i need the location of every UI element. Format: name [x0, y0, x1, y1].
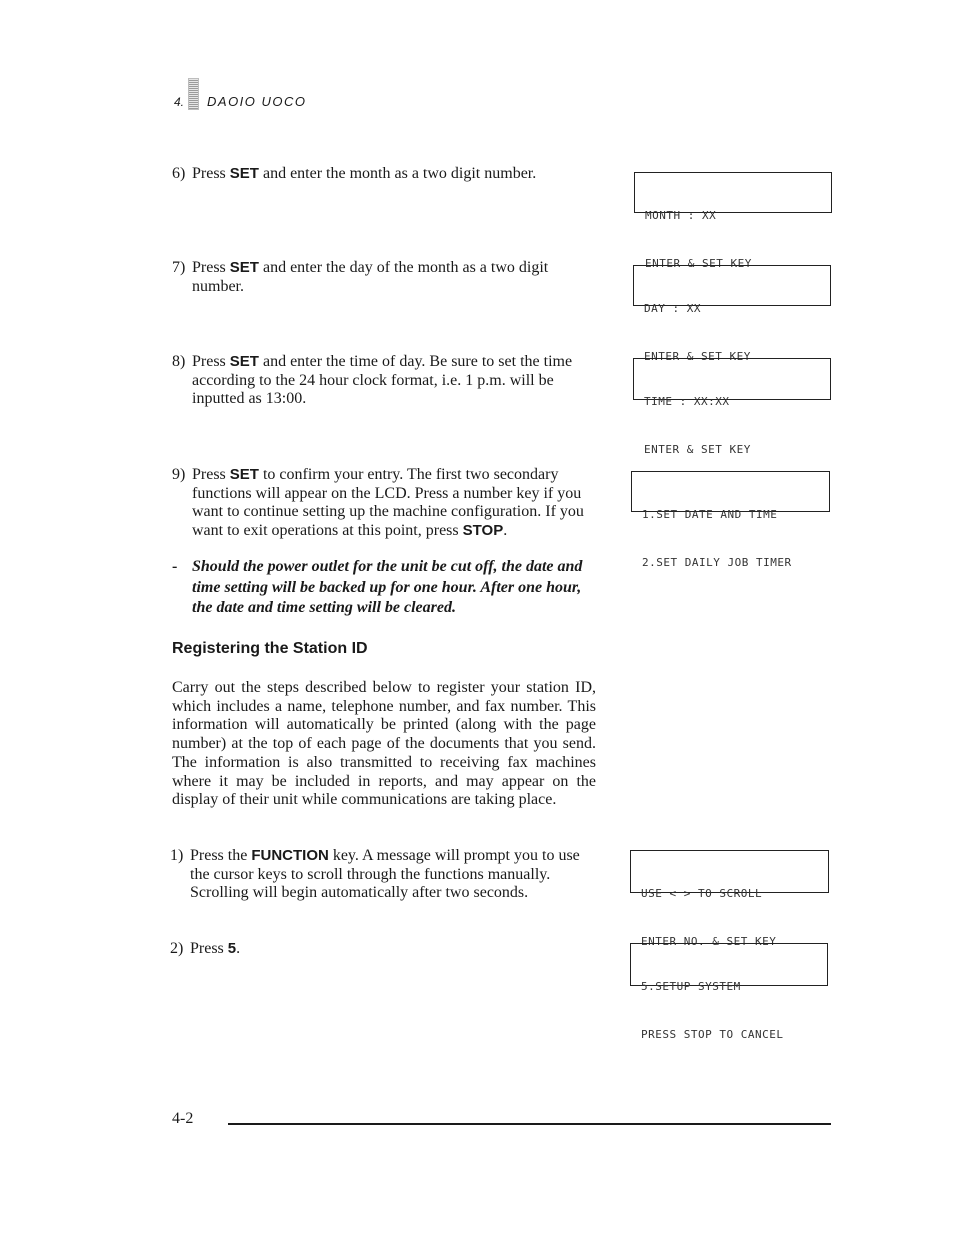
chapter-title: DAOIO UOCO — [207, 94, 307, 109]
key-name: SET — [229, 466, 259, 483]
page-header — [174, 80, 307, 110]
lcd-display-time — [633, 358, 831, 456]
lcd-line-2: 2.SET DAILY JOB TIMER — [642, 556, 792, 569]
power-outage-note — [172, 557, 602, 619]
lcd-line-1: USE < > TO SCROLL — [641, 887, 763, 900]
station-step-2 — [170, 940, 600, 959]
step-text: Press SET and enter the time of day. Be sure to set the time according to the 24 hour clock format, i.e. 1 p.m. will be inputted as 13:00. — [192, 353, 573, 407]
step-number: 9) — [172, 466, 186, 483]
step-number: 7) — [172, 259, 186, 276]
note-dash: - — [172, 558, 178, 575]
section-paragraph: Carry out the steps described below to register your station ID, which includes a name, telephone number, and fax number. This information will automatically be printed (along with the page number) at the top of each page of the documents that you send. The information is also transmitted to receiving fax machines where it may be included in reports, and may appear on the display of their unit while communications are taking place. — [172, 679, 596, 809]
lcd-line-1: DAY : XX — [644, 302, 701, 315]
step-number: 1) — [170, 847, 184, 864]
lcd-line-1: TIME : XX:XX — [644, 395, 730, 408]
chapter-number: 4. — [174, 95, 185, 109]
step-text: Press 5. — [190, 940, 241, 957]
step-8 — [172, 353, 602, 409]
step-text: Press the FUNCTION key. A message will prompt you to use the cursor keys to scroll through the functions manually. Scrolling will begin automatically after two seconds. — [190, 847, 580, 901]
lcd-display-setup — [630, 943, 828, 1041]
step-number: 8) — [172, 353, 186, 370]
lcd-display-day — [633, 265, 831, 363]
key-name: SET — [229, 353, 259, 370]
key-name: SET — [229, 259, 259, 276]
key-name: FUNCTION — [251, 847, 329, 864]
note-text: Should the power outlet for the unit be cut off, the date and time setting will be backed up for one hour. After one hour, the date and time setting will be cleared. — [192, 558, 583, 616]
step-6 — [172, 165, 602, 184]
lcd-line-1: MONTH : XX — [645, 209, 717, 222]
step-text: Press SET and enter the day of the month as a two digit number. — [192, 259, 549, 295]
lcd-line-2: ENTER & SET KEY — [644, 350, 751, 363]
key-name: 5 — [227, 940, 237, 957]
step-number: 2) — [170, 940, 184, 957]
key-name: SET — [229, 165, 259, 182]
lcd-line-1: 5.SETUP SYSTEM — [641, 980, 741, 993]
station-step-1 — [170, 847, 596, 903]
step-text: Press SET and enter the month as a two digit number. — [192, 165, 537, 182]
lcd-line-2: ENTER & SET KEY — [644, 443, 751, 456]
key-name-stop: STOP — [462, 521, 504, 539]
footer-rule — [228, 1123, 831, 1125]
lcd-line-2: PRESS STOP TO CANCEL — [641, 1028, 784, 1041]
step-text: Press SET to confirm your entry. The first two secondary functions will appear on the LCD. Press a number key if you want to continue setting up the machine configuration. If you want to exit operations at this point, press STOP. — [192, 466, 584, 539]
step-7 — [172, 259, 602, 296]
lcd-display-month — [634, 172, 832, 270]
section-heading: Registering the Station ID — [172, 640, 368, 657]
lcd-display-scroll — [630, 850, 829, 948]
chapter-tab-icon — [188, 78, 199, 110]
lcd-display-functions — [631, 471, 830, 569]
step-number: 6) — [172, 165, 186, 182]
lcd-line-2: ENTER NO. & SET KEY — [641, 935, 777, 948]
lcd-line-1: 1.SET DATE AND TIME — [642, 508, 778, 521]
step-9 — [172, 466, 602, 540]
page-number: 4-2 — [172, 1110, 194, 1127]
lcd-line-2: ENTER & SET KEY — [645, 257, 752, 270]
